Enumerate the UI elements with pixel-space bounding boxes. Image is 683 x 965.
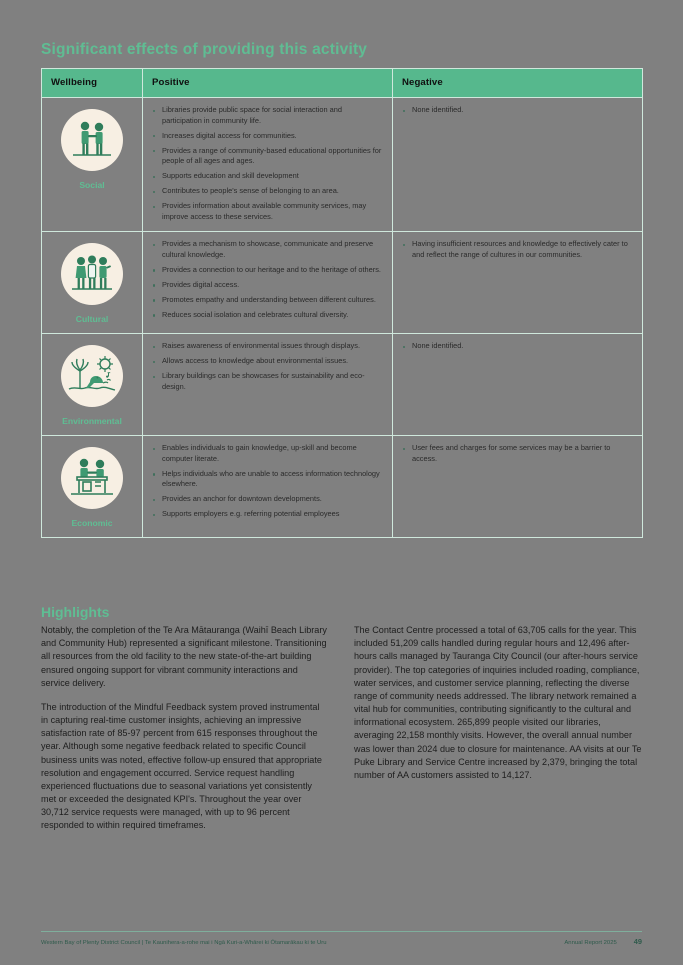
wellbeing-label: Environmental	[62, 416, 122, 427]
wellbeing-cell-environmental	[42, 334, 143, 436]
positive-cell-economic	[143, 436, 393, 538]
paragraph: The Contact Centre processed a total of 63,705 calls for the year. This included 51,209 calls handled during regular hours and 12,496 after-hours calls managed by Tauranga City Council (our after-hours service provider). The top categories of inquiries included roading, compliance, water services, and customer service planning, reflecting the diverse range of community needs addressed. The library network remained a vital hub for communities, contributing significantly to the cultural and informational ecosystem. 265,899 people visited our libraries, averaging 22,158 monthly visits. However, the overall annual number was lower than 2024 due to closure for maintenance. AA visits at our Te Puke Library and Service Centre increased by 2,379, bringing the total number of AA customers assisted to 14,127.	[354, 625, 642, 780]
list-item: Library buildings can be showcases for sustainability and eco-design.	[152, 371, 383, 392]
positive-list	[152, 239, 383, 320]
positive-cell-cultural	[143, 232, 393, 334]
wellbeing-cell-social	[42, 98, 143, 232]
negative-list	[402, 239, 633, 260]
list-item: Increases digital access for communities.	[152, 131, 383, 142]
negative-cell-economic	[393, 436, 643, 538]
negative-cell-social	[393, 98, 643, 232]
list-item: Provides an anchor for downtown developments.	[152, 494, 383, 505]
list-item: Provides digital access.	[152, 280, 383, 291]
list-item: Libraries provide public space for social interaction and participation in community life.	[152, 105, 383, 126]
table-row	[42, 98, 643, 232]
positive-list	[152, 341, 383, 392]
list-item: Contributes to people's sense of belonging to an area.	[152, 186, 383, 197]
wellbeing-label: Economic	[71, 518, 113, 529]
list-item: Having insufficient resources and knowledge to effectively cater to and reflect the range of cultures in our communities.	[402, 239, 633, 260]
list-item: Helps individuals who are unable to access information technology elsewhere.	[152, 469, 383, 490]
section-title: Significant effects of providing this activity	[41, 41, 368, 58]
list-item: Enables individuals to gain knowledge, up-skill and become computer literate.	[152, 443, 383, 464]
paragraph: The introduction of the Mindful Feedback system proved instrumental in capturing real-time customer insights, achieving an impressive satisfaction rate of 85-97 percent from 615 responses throughout the year. Although some negative feedback related to specific Council business units was noted, effective follow-up ensured that appropriate resolution and engagement occurred. Service request handling experienced fluctuations due to seasonal variations yet consistently met or exceeded the designated KPI's. Throughout the year over 30,712 service requests were managed, with up to 96 percent responded to within required timeframes.	[41, 701, 322, 831]
page-footer	[41, 931, 642, 946]
significant-effects-table	[41, 68, 643, 538]
highlights-title: Highlights	[41, 604, 110, 620]
list-item: Provides information about available community services, may improve access to these services.	[152, 201, 383, 222]
two-people-handshake-icon	[61, 109, 123, 171]
list-item: Reduces social isolation and celebrates cultural diversity.	[152, 310, 383, 321]
list-item: Provides a connection to our heritage and to the heritage of others.	[152, 265, 383, 276]
list-item: Raises awareness of environmental issues through displays.	[152, 341, 383, 352]
column-header-negative: Negative	[393, 69, 643, 98]
negative-cell-environmental	[393, 334, 643, 436]
highlights-right-column	[354, 624, 642, 833]
three-people-group-icon	[61, 243, 123, 305]
negative-cell-cultural	[393, 232, 643, 334]
positive-list	[152, 105, 383, 222]
list-item: Provides a range of community-based educational opportunities for people of all ages and ages.	[152, 146, 383, 167]
negative-list	[402, 341, 633, 352]
list-item: Provides a mechanism to showcase, communicate and preserve cultural knowledge.	[152, 239, 383, 260]
wellbeing-cell-cultural	[42, 232, 143, 334]
list-item: User fees and charges for some services may be a barrier to access.	[402, 443, 633, 464]
list-item: None identified.	[402, 341, 633, 352]
list-item: Promotes empathy and understanding between different cultures.	[152, 295, 383, 306]
wellbeing-label: Social	[79, 180, 105, 190]
negative-list	[402, 443, 633, 464]
list-item: Supports employers e.g. referring potential employees	[152, 509, 383, 520]
negative-list	[402, 105, 633, 116]
column-header-wellbeing: Wellbeing	[42, 69, 143, 98]
two-people-desk-icon	[61, 447, 123, 509]
list-item: Supports education and skill development	[152, 171, 383, 182]
table-row	[42, 436, 643, 538]
footer-page-number: 49	[633, 937, 642, 946]
positive-list	[152, 443, 383, 520]
tree-sun-bird-icon	[61, 345, 123, 407]
column-header-positive: Positive	[143, 69, 393, 98]
table-row	[42, 334, 643, 436]
positive-cell-social	[143, 98, 393, 232]
list-item: None identified.	[402, 105, 633, 116]
paragraph: Notably, the completion of the Te Ara Mātauranga (Waihī Beach Library and Community Hub) represented a significant milestone. Transitioning all resources from the old facility to the new state-of-the-art building ensured ongoing support for vibrant community interactions and service delivery.	[41, 625, 327, 688]
list-item: Allows access to knowledge about environmental issues.	[152, 356, 383, 367]
footer-organisation: Western Bay of Plenty District Council | Te Kaunihera-a-rohe mai i Ngā Kuri-a-Whārei ki Ōtamarākau ki te Uru	[41, 940, 327, 946]
table-header-row	[42, 69, 643, 98]
wellbeing-label: Cultural	[75, 314, 109, 325]
highlights-left-column	[41, 624, 329, 833]
wellbeing-cell-economic	[42, 436, 143, 538]
table-row	[42, 232, 643, 334]
positive-cell-environmental	[143, 334, 393, 436]
highlights-columns	[41, 624, 642, 833]
footer-document-title: Annual Report 2025	[564, 940, 617, 946]
